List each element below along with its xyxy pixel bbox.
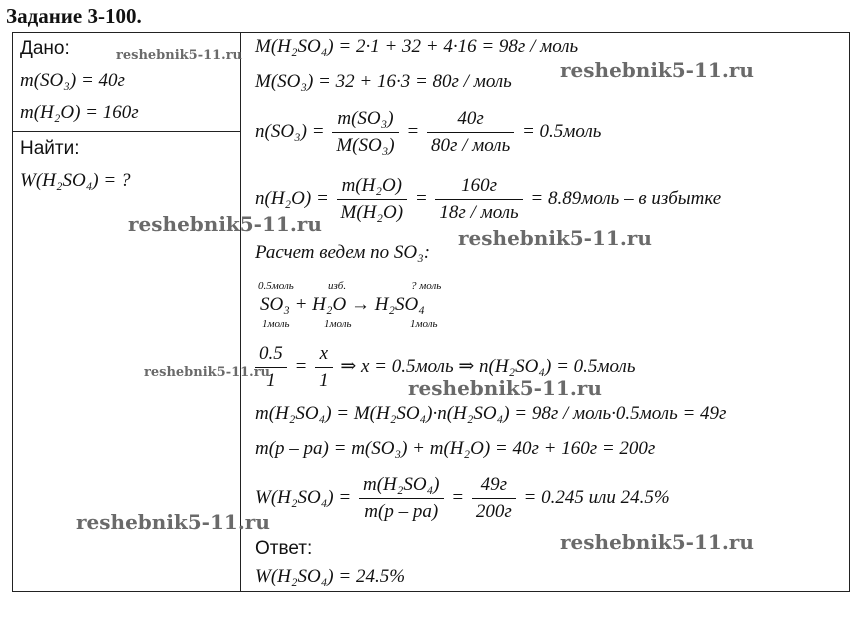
proportion-line: $\frac{0.5}{1}$ = $\frac{x}{1}$ ⇒ x = 0.5моль ⇒ n(H₂SO₄) = 0.5моль [252,343,635,392]
watermark: reshebnik5-11.ru [76,510,270,534]
frac-denominator: M(SO₃) [332,132,398,157]
mass-h2so4-line: m(H₂SO₄) = M(H₂SO₄)·n(H₂SO₄) = 98г / моль·0.5моль = 49г [255,403,727,424]
answer-label: Ответ: [255,538,313,559]
fraction-m-over-M-so3 [332,108,398,157]
moles-so3-lhs: n(SO₃) = [255,120,325,142]
watermark: reshebnik5-11.ru [408,376,602,400]
frac-numerator: m(H₂O) [341,175,403,196]
eq-bot-so3: 1моль [262,318,290,330]
mass-fraction-lhs: W(H₂SO₄) = [255,486,352,508]
moles-h2o-result: = 8.89моль – в избытке [530,187,722,209]
watermark: reshebnik5-11.ru [560,530,754,554]
frac-numerator: 49г [480,474,507,495]
watermark: reshebnik5-11.ru [116,48,243,63]
frac-denominator: 200г [472,498,516,523]
mass-fraction-line: W(H₂SO₄) = $\frac{\text{m(H₂SO₄)}}{m(p - pa)}$ = $\frac{49г}{200г}$ = 0.245 или 24.5% [255,474,670,522]
frac-numerator: m(H₂SO₄) [362,474,440,495]
watermark: reshebnik5-11.ru [128,212,322,236]
proportion-result: ⇒ x = 0.5моль ⇒ n(H₂SO₄) = 0.5моль [340,355,636,377]
moles-so3-result: = 0.5моль [521,120,602,142]
solution-mass-line: m(p – pa) = m(SO₃) + m(H₂O) = 40г + 160г = 200г [255,438,656,459]
frac-denominator: 80г / моль [427,132,514,157]
frac-numerator: 160г [461,175,497,196]
watermark: reshebnik5-11.ru [458,226,652,250]
fraction-m-h2so4-over-m-solution [359,474,444,523]
frac-denominator: 1 [255,367,287,392]
given-m-h2o: m(H₂O) = 160г [20,102,139,123]
eq-top-h2so4: ? моль [411,280,442,292]
calc-basis-note: Расчет ведем по SO₃: [255,242,431,263]
moles-h2o-line: n(H₂O) = $\frac{\text{m(H₂O)}}{\text{M(H₂O)}}$ = $\frac{160г}{\text{18г / моль}}$ = 8.89моль – в избытке [255,175,722,223]
moles-so3-line: n(SO₃) = $\frac{\text{m(SO₃)}}{\text{M(SO₃)}}$ = $\frac{40г}{\text{80г / моль}}$ = 0.5моль [255,108,602,156]
frac-numerator: 0.5 [259,343,283,364]
reaction-equation: SO₃ + H₂O → H₂SO₄ [260,294,425,315]
given-find-divider [12,131,241,132]
frac-denominator: M(H₂O) [337,199,408,224]
given-label: Дано: [20,38,70,59]
eq-top-h2o: изб. [328,280,347,292]
frac-numerator: m(SO₃) [337,108,394,129]
column-divider [240,32,241,592]
eq-bot-h2so4: 1моль [410,318,438,330]
watermark: reshebnik5-11.ru [144,365,271,380]
frac-denominator: 1 [315,367,333,392]
fraction-49-over-200 [472,474,516,523]
fraction-m-over-M-h2o [337,175,408,224]
watermark: reshebnik5-11.ru [560,58,754,82]
answer-value: W(H₂SO₄) = 24.5% [255,566,406,587]
molar-mass-h2so4: M(H₂SO₄) = 2·1 + 32 + 4·16 = 98г / моль [255,36,579,57]
find-label: Найти: [20,138,80,159]
given-m-so3: m(SO₃) = 40г [20,70,125,91]
mass-fraction-result: = 0.245 или 24.5% [523,486,670,508]
frac-denominator: 18г / моль [435,199,522,224]
eq-top-so3: 0.5моль [258,280,294,292]
fraction-x-over-1 [315,343,333,392]
molar-mass-so3: M(SO₃) = 32 + 16·3 = 80г / моль [255,71,512,92]
moles-h2o-lhs: n(H₂O) = [255,187,329,209]
frac-numerator: x [319,343,329,364]
frac-numerator: 40г [457,108,484,129]
task-title: Задание 3-100. [6,4,142,28]
find-target: W(H₂SO₄) = ? [20,170,131,191]
fraction-160-over-18 [435,175,522,224]
eq-bot-h2o: 1моль [324,318,352,330]
fraction-40-over-80 [427,108,514,157]
frac-denominator: m(p – pa) [359,498,444,523]
